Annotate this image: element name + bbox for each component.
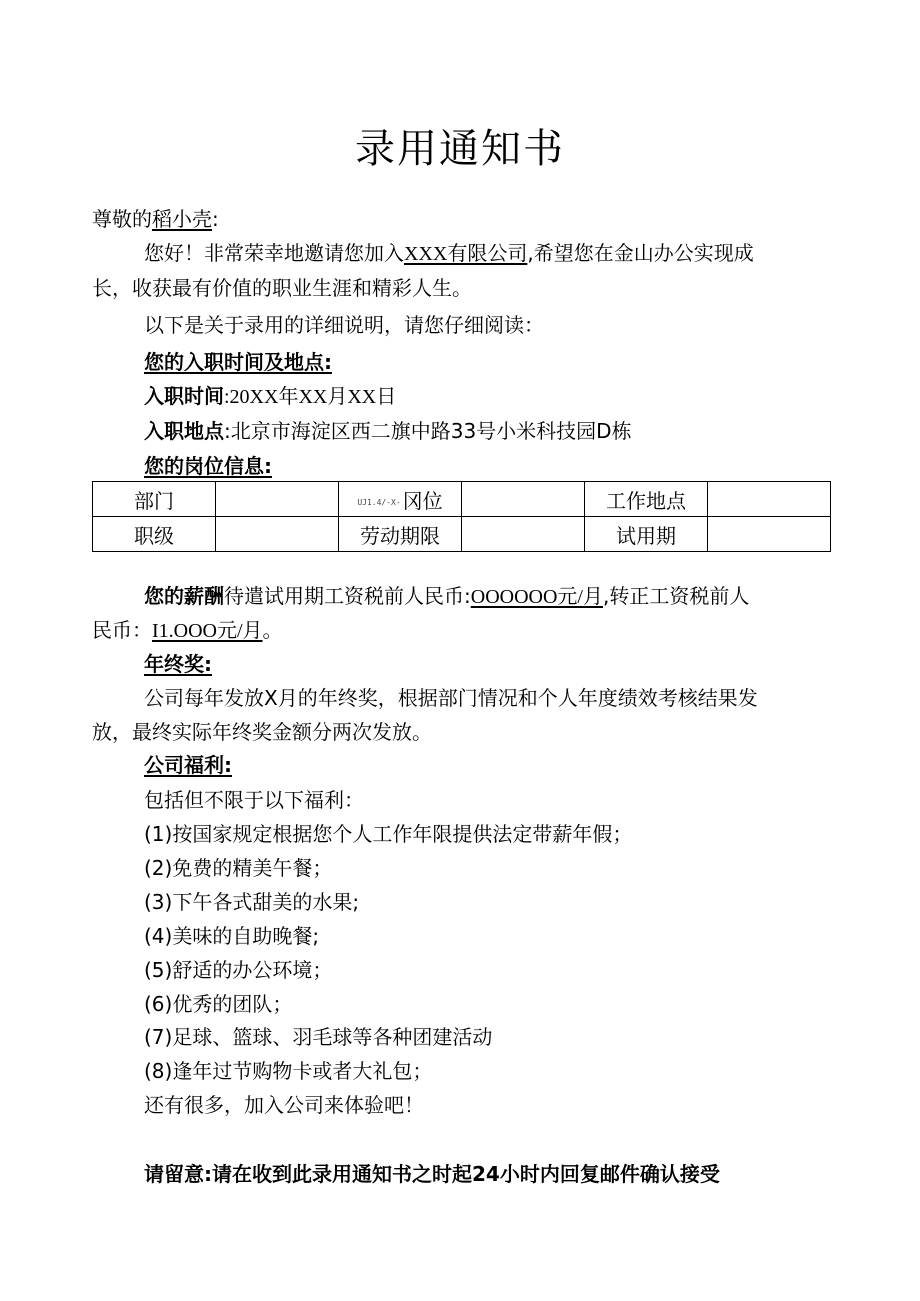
- entry-place-value: :北京市海淀区西二旗中路33号小米科技园D栋: [224, 419, 632, 443]
- salary-text-a: 待遣试用期工资税前人民币:: [224, 584, 471, 608]
- benefit-item: (2)免费的精美午餐；: [144, 856, 333, 880]
- company-name: XXX有限公司: [404, 243, 528, 265]
- salary-line-1: [144, 583, 749, 610]
- benefits-heading: 公司福利:: [144, 753, 232, 777]
- greeting-suffix: :: [212, 207, 219, 231]
- cell-level-label: 职级: [93, 517, 216, 552]
- cell-department-label: 部门: [93, 482, 216, 517]
- salary-text-c: 民币：: [92, 618, 152, 642]
- entry-place-label: 入职地点: [144, 419, 224, 443]
- cell-probation-label: 试用期: [585, 517, 708, 552]
- benefits-intro: 包括但不限于以下福利：: [144, 788, 364, 812]
- table-row: [93, 482, 831, 517]
- salary-line-2: [92, 617, 283, 644]
- cell-worksite-label: 工作地点: [585, 482, 708, 517]
- benefit-item: (4)美味的自助晚餐;: [144, 924, 320, 948]
- bonus-line-2: 放，最终实际年终奖金额分两次发放。: [92, 720, 432, 744]
- regular-salary: I1.OOO元/月: [152, 620, 263, 642]
- greeting-line: [92, 206, 219, 232]
- bonus-heading: 年终奖:: [144, 652, 212, 676]
- entry-time-value: :20XX年XX月XX日: [224, 386, 397, 408]
- table-row: [93, 517, 831, 552]
- cell-contract-term-value: [462, 517, 585, 552]
- position-heading: 您的岗位信息:: [144, 454, 272, 478]
- document-title: 录用通知书: [355, 126, 565, 172]
- benefit-item: (1)按国家规定根据您个人工作年限提供法定带薪年假；: [144, 822, 633, 846]
- intro-line-3: 以下是关于录用的详细说明，请您仔细阅读：: [144, 313, 544, 337]
- benefit-item: (6)优秀的团队；: [144, 992, 293, 1016]
- cell-probation-value: [708, 517, 831, 552]
- reply-notice: 请留意:请在收到此录用通知书之时起24小时内回复邮件确认接受: [144, 1162, 720, 1186]
- benefits-outro: 还有很多，加入公司来体验吧！: [144, 1093, 424, 1117]
- intro-line-2: 长，收获最有价值的职业生涯和精彩人生。: [92, 276, 472, 300]
- salary-label: 您的薪酬: [144, 584, 224, 608]
- benefit-item: (8)逢年过节购物卡或者大礼包；: [144, 1059, 433, 1083]
- cell-position-label: [339, 482, 462, 517]
- benefit-item: (3)下午各式甜美的水果;: [144, 890, 360, 914]
- salary-text-b: ,转正工资税前人: [602, 584, 750, 608]
- cell-level-value: [216, 517, 339, 552]
- cell-worksite-value: [708, 482, 831, 517]
- cell-position-smalltext: UJ1.4/-X-: [357, 497, 401, 507]
- probation-salary: OOOOOO元/月: [470, 586, 603, 608]
- intro-text-a: 您好！非常荣幸地邀请您加入: [144, 241, 404, 265]
- cell-position-value: [462, 482, 585, 517]
- greeting-prefix: 尊敬的: [92, 207, 152, 231]
- position-info-table: [92, 481, 831, 552]
- cell-contract-term-label: 劳动期限: [339, 517, 462, 552]
- benefit-item: (7)足球、篮球、羽毛球等各种团建活动: [144, 1025, 493, 1049]
- cell-department-value: [216, 482, 339, 517]
- intro-text-b: ,希望您在金山办公实现成: [527, 241, 754, 265]
- entry-time-label: 入职时间: [144, 384, 224, 408]
- cell-position-text: 冈位: [402, 488, 443, 513]
- intro-line-1: [144, 240, 754, 267]
- salary-text-d: 。: [262, 618, 283, 642]
- bonus-line-1: 公司每年发放X月的年终奖，根据部门情况和个人年度绩效考核结果发: [144, 686, 758, 710]
- recipient-name: 稻小壳: [152, 207, 212, 231]
- entry-heading: 您的入职时间及地点:: [144, 350, 332, 374]
- benefit-item: (5)舒适的办公环境；: [144, 958, 333, 982]
- entry-time: [144, 383, 396, 410]
- entry-place: [144, 418, 632, 444]
